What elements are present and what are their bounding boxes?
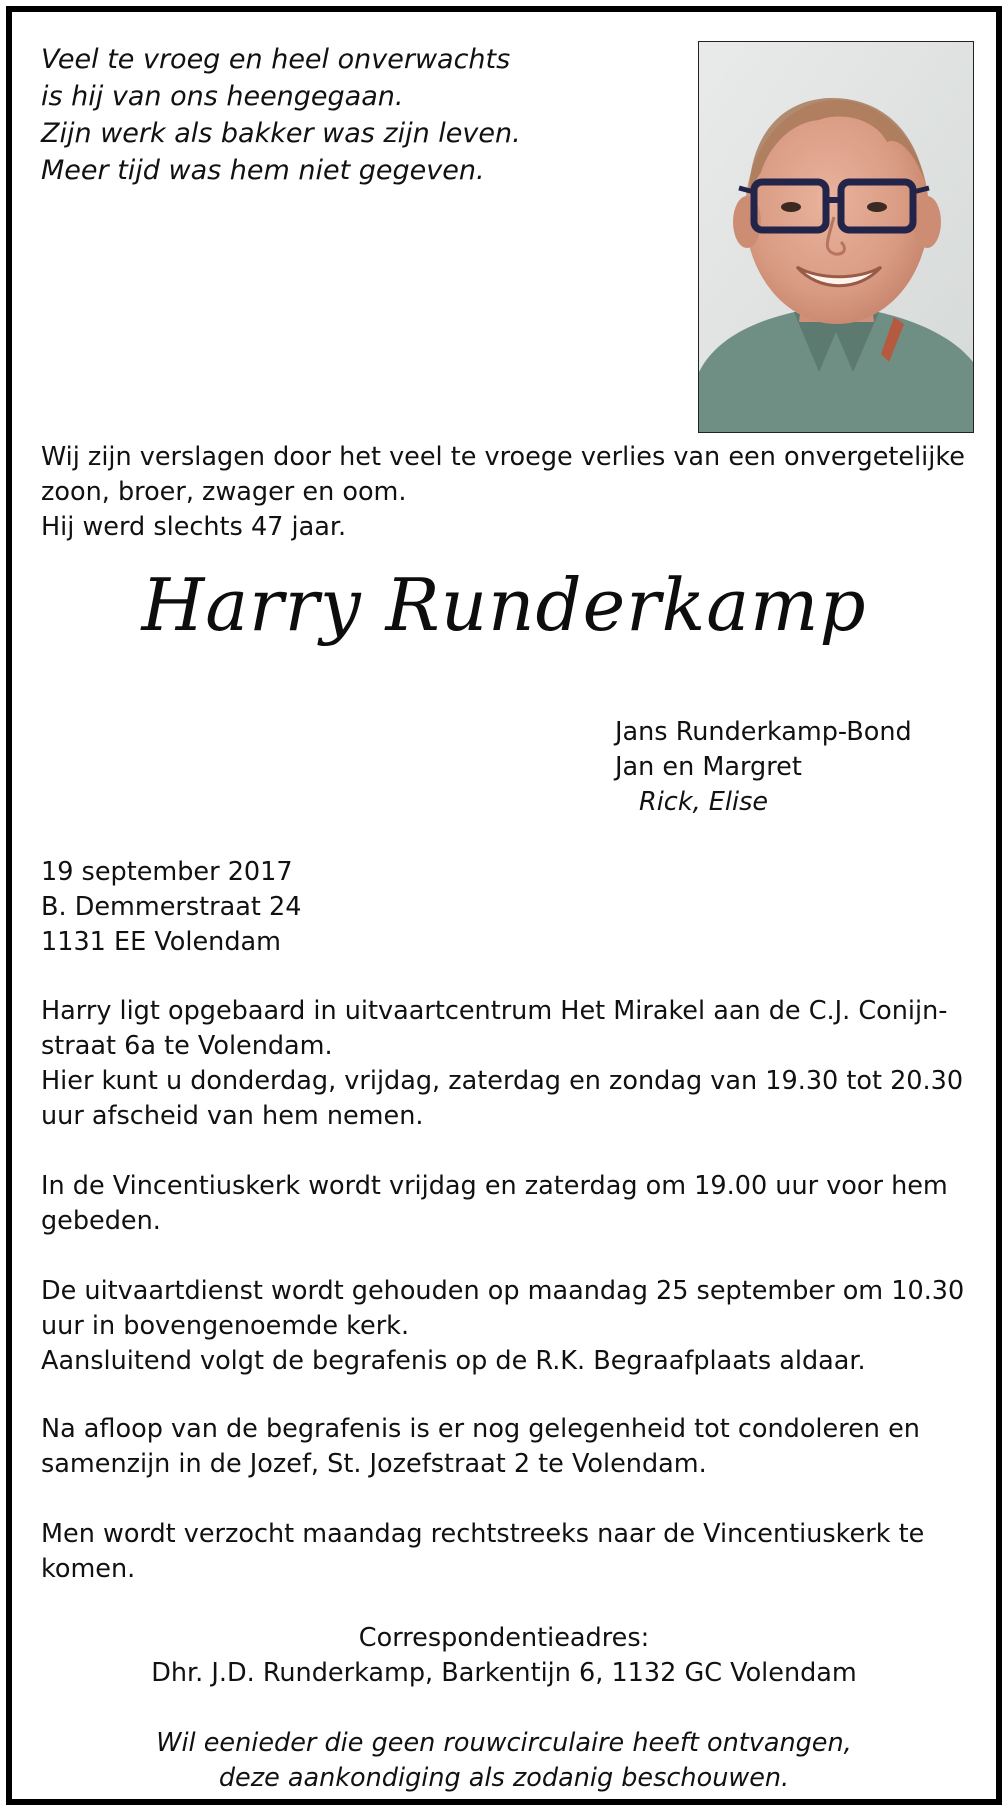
viewing-paragraph — [41, 994, 981, 1134]
paragraph-line: samenzijn in de Jozef, St. Jozefstraat 2 te Volendam. — [41, 1449, 707, 1479]
paragraph-line: Harry ligt opgebaard in uitvaartcentrum Het Mirakel aan de C.J. Conijn- — [41, 996, 948, 1026]
family-members — [615, 715, 975, 820]
paragraph-line: Na afloop van de begrafenis is er nog gelegenheid tot condoleren en — [41, 1414, 920, 1444]
prayer-paragraph — [41, 1169, 981, 1239]
street: B. Demmerstraat 24 — [41, 892, 302, 922]
paragraph-line: De uitvaartdienst wordt gehouden op maandag 25 september om 10.30 — [41, 1276, 965, 1306]
poem-line: Zijn werk als bakker was zijn leven. — [41, 118, 521, 149]
poem-line: is hij van ons heengegaan. — [41, 81, 404, 112]
paragraph-line: gebeden. — [41, 1206, 161, 1236]
paragraph-line: Men wordt verzocht maandag rechtstreeks naar de Vincentiuskerk te — [41, 1519, 925, 1549]
correspondence-address — [12, 1621, 996, 1691]
postal-city: 1131 EE Volendam — [41, 927, 281, 957]
paragraph-line: uur afscheid van hem nemen. — [41, 1101, 424, 1131]
poem-line: Veel te vroeg en heel onverwachts — [41, 44, 511, 75]
paragraph-line: Aansluitend volgt de begrafenis op de R.K. Begraafplaats aldaar. — [41, 1346, 866, 1376]
memorial-poem — [41, 41, 681, 189]
closing-line: deze aankondiging als zodanig beschouwen. — [218, 1763, 790, 1793]
intro-line: zoon, broer, zwager en oom. — [41, 477, 407, 507]
paragraph-line: komen. — [41, 1554, 136, 1584]
paragraph-line: straat 6a te Volendam. — [41, 1031, 333, 1061]
paragraph-line: In de Vincentiuskerk wordt vrijdag en zaterdag om 19.00 uur voor hem — [41, 1171, 948, 1201]
correspondence-label: Correspondentieadres: — [358, 1623, 650, 1653]
home-address — [41, 855, 441, 960]
deceased-name: Harry Runderkamp — [141, 563, 867, 647]
intro-text — [41, 440, 981, 545]
family-member: Rick, Elise — [639, 787, 769, 817]
condolence-paragraph — [41, 1412, 981, 1482]
request-paragraph — [41, 1517, 981, 1587]
closing-note — [12, 1726, 996, 1796]
paragraph-line: uur in bovengenoemde kerk. — [41, 1311, 410, 1341]
service-paragraph — [41, 1274, 981, 1379]
portrait-photo — [698, 41, 974, 433]
correspondence-value: Dhr. J.D. Runderkamp, Barkentijn 6, 1132 GC Volendam — [151, 1658, 857, 1688]
intro-line: Hij werd slechts 47 jaar. — [41, 512, 347, 542]
closing-line: Wil eenieder die geen rouwcirculaire heeft ontvangen, — [156, 1728, 852, 1758]
date-of-death: 19 september 2017 — [41, 857, 293, 887]
paragraph-line: Hier kunt u donderdag, vrijdag, zaterdag en zondag van 19.30 tot 20.30 — [41, 1066, 964, 1096]
family-member: Jans Runderkamp-Bond — [615, 717, 912, 747]
family-member: Jan en Margret — [615, 752, 802, 782]
poem-line: Meer tijd was hem niet gegeven. — [41, 155, 485, 186]
obituary-notice — [6, 6, 1002, 1805]
intro-line: Wij zijn verslagen door het veel te vroege verlies van een onvergetelijke — [41, 442, 965, 472]
